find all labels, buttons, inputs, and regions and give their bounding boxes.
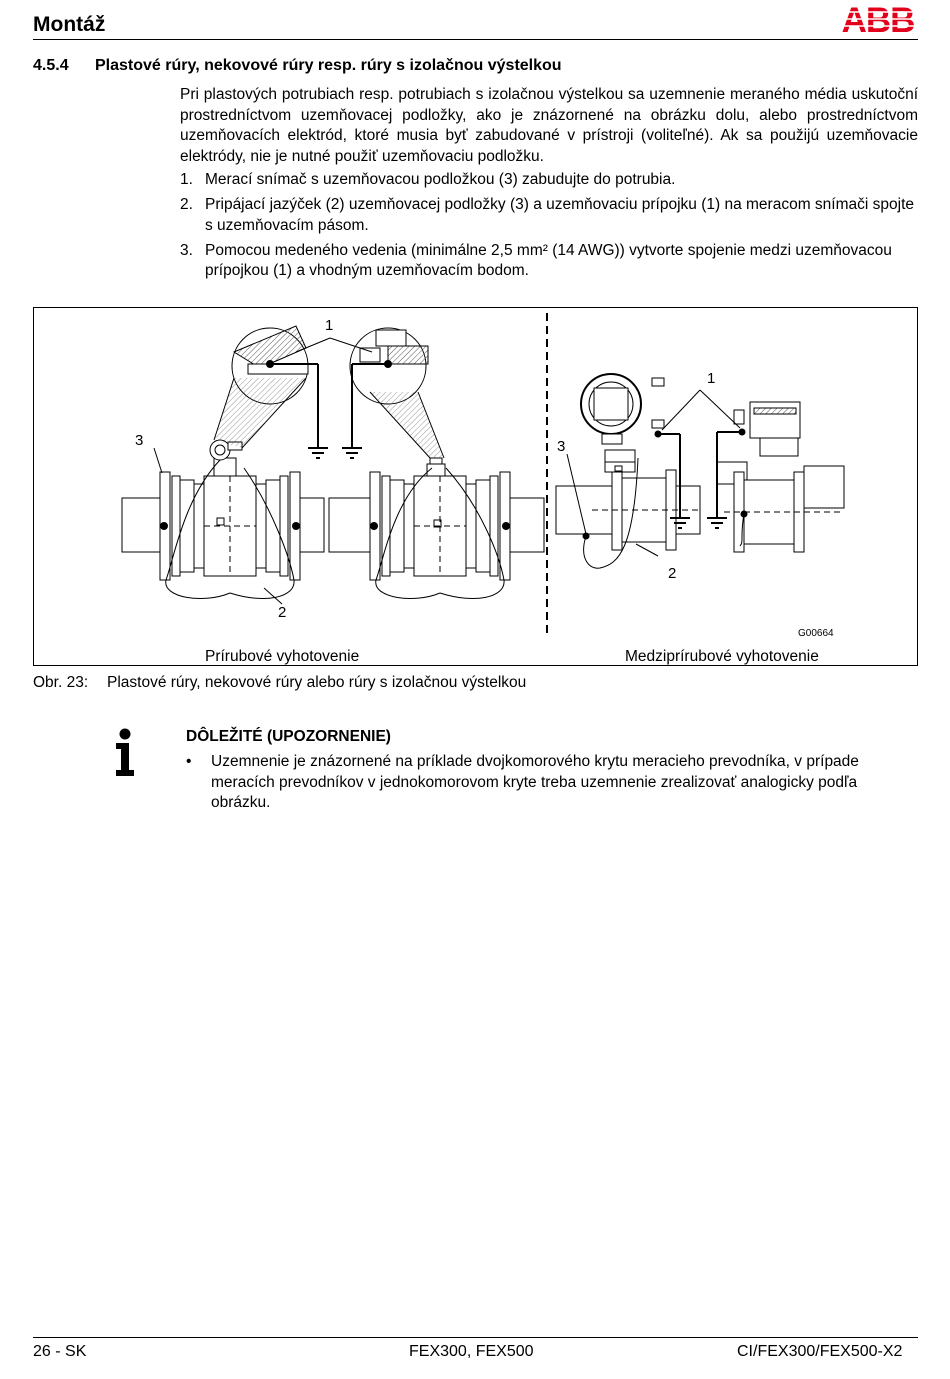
callout-3-left: 3 — [135, 432, 144, 449]
wafer-meter-left — [556, 374, 700, 568]
flanged-meter-left — [122, 440, 324, 599]
header-rule — [33, 39, 918, 40]
step-text: Merací snímač s uzemňovacou podložkou (3) zabudujte do potrubia. — [205, 171, 676, 188]
important-note — [186, 752, 918, 814]
figure-caption-text: Plastové rúry, nekovové rúry alebo rúry s izolačnou výstelkou — [107, 674, 527, 691]
step-number: 2. — [180, 196, 193, 213]
step-item — [180, 241, 918, 282]
figure-right-caption: Medziprírubové vyhotovenie — [625, 648, 819, 665]
grounding-diagram — [34, 308, 918, 666]
important-text: Uzemnenie je znázornené na príklade dvojkomorového krytu meracieho prevodníka, v prípade meracích prevodníkov v jednokomorovom kryte treba uzemnenie zrealizovať analogicky podľa obrázku. — [211, 753, 859, 811]
step-item — [180, 195, 918, 236]
bullet: • — [186, 753, 192, 770]
figure-left-caption: Prírubové vyhotovenie — [205, 648, 360, 665]
step-number: 3. — [180, 241, 193, 259]
callout-1-left: 1 — [325, 317, 334, 334]
grounding-figure — [33, 307, 918, 666]
footer-doc-id: CI/FEX300/FEX500-X2 — [737, 1343, 903, 1360]
abb-logo — [838, 3, 918, 35]
abb-logo-text: ABB — [841, 3, 915, 35]
intro-paragraph: Pri plastových potrubiach resp. potrubiach s izolačnou výstelkou sa uzemnenie meraného média uskutoční prostredníctvom uzemňovacej podložky, ako je znázornené na obrázku dolu, alebo prostredníctvom uzemňovacích elektród, ktoré musia byť zabudované v prístroji (voliteľné). Ak sa použijú uzemňovacie elektródy, nie je nutné použiť uzemňovaciu podložku. — [180, 86, 918, 165]
figure-caption-number: Obr. 23: — [33, 674, 89, 691]
info-icon — [113, 728, 137, 778]
page-header-title: Montáž — [33, 13, 106, 36]
callout-3-right: 3 — [557, 438, 566, 455]
callout-2-right: 2 — [668, 565, 677, 582]
important-heading: DÔLEŽITÉ (UPOZORNENIE) — [186, 728, 391, 745]
step-text: Pomocou medeného vedenia (minimálne 2,5 mm² (14 AWG)) vytvorte spojenie medzi uzemňovacou prípojkou (1) a vhodným uzemňovacím bodom. — [205, 241, 892, 279]
footer-rule — [33, 1337, 918, 1338]
footer-product: FEX300, FEX500 — [409, 1343, 534, 1360]
section-title: Plastové rúry, nekovové rúry resp. rúry s izolačnou výstelkou — [95, 57, 562, 74]
flanged-meter-right — [329, 458, 544, 599]
section-number: 4.5.4 — [33, 57, 69, 74]
figure-caption — [33, 674, 526, 692]
step-number: 1. — [180, 171, 193, 188]
step-item — [180, 170, 918, 191]
callout-2-left: 2 — [278, 604, 287, 621]
footer-page-number: 26 - SK — [33, 1343, 87, 1360]
callout-1-right: 1 — [707, 370, 716, 387]
steps-list — [180, 170, 918, 286]
step-text: Pripájací jazýček (2) uzemňovacej podložky (3) a uzemňovaciu prípojku (1) na meracom snímači spojte s uzemňovacím pásom. — [205, 196, 914, 234]
figure-code: G00664 — [798, 628, 834, 639]
